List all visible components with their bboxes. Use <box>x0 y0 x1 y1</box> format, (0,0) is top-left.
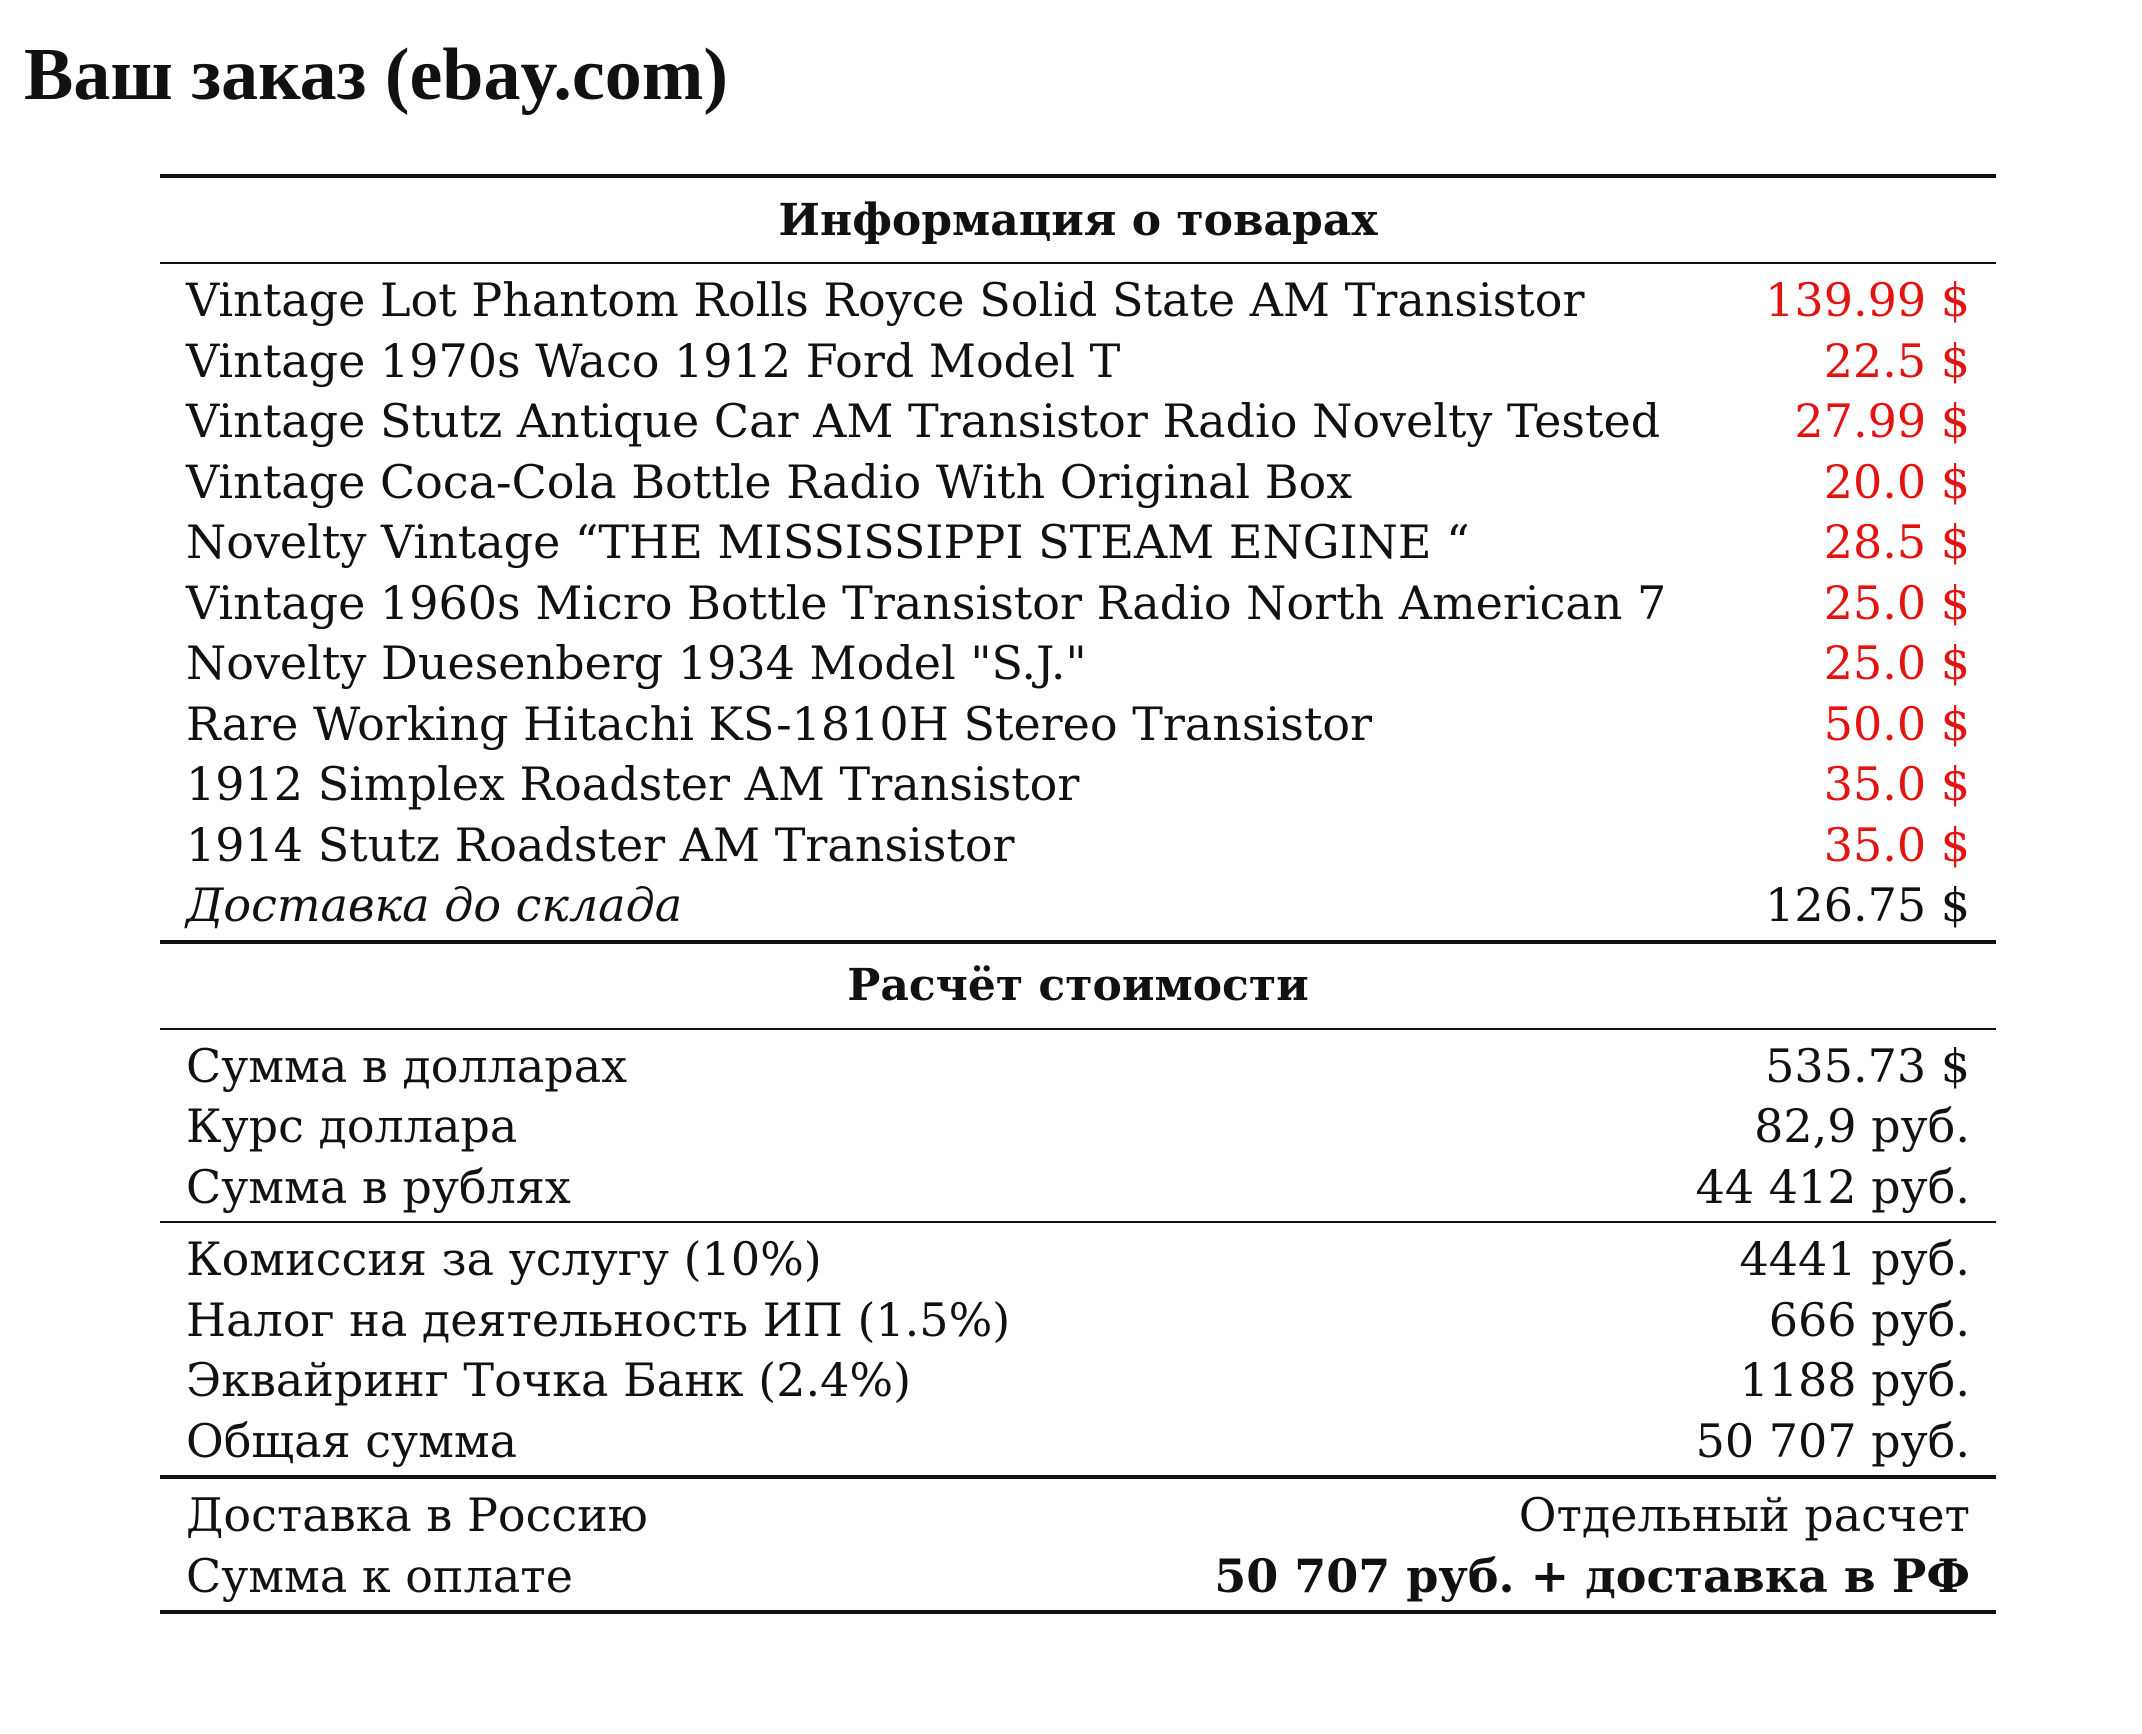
calc-row <box>186 1290 1970 1351</box>
item-price: 35.0 $ <box>1823 817 1970 872</box>
calc-value: 82,9 руб. <box>1754 1099 1970 1154</box>
calc-label: Курс доллара <box>186 1099 518 1154</box>
item-price: 25.0 $ <box>1823 636 1970 691</box>
russia-shipping-label: Доставка в Россию <box>186 1488 648 1543</box>
calc-row <box>186 1096 1970 1157</box>
item-name: Novelty Vintage “THE MISSISSIPPI STEAM ENGINE “ <box>186 515 1470 570</box>
page-title: Ваш заказ (ebay.com) <box>24 34 729 116</box>
item-name: Novelty Duesenberg 1934 Model "S.J." <box>186 636 1087 691</box>
calc-group-dollars <box>160 1030 1996 1222</box>
calc-value: 50 707 руб. <box>1695 1413 1970 1468</box>
calc-value: 44 412 руб. <box>1695 1159 1970 1214</box>
order-table <box>160 174 1996 1614</box>
calc-row <box>186 1411 1970 1472</box>
goods-list <box>160 264 1996 940</box>
calc-value: 535.73 $ <box>1765 1038 1970 1093</box>
item-name: 1914 Stutz Roadster AM Transistor <box>186 817 1015 872</box>
goods-row <box>186 754 1970 815</box>
russia-shipping-value: Отдельный расчет <box>1518 1488 1970 1543</box>
calc-label: Общая сумма <box>186 1413 518 1468</box>
goods-row <box>186 694 1970 755</box>
item-price: 22.5 $ <box>1823 333 1970 388</box>
item-name: Vintage Lot Phantom Rolls Royce Solid State AM Transistor <box>186 273 1585 328</box>
table-bottom-rule <box>160 1610 1996 1614</box>
goods-row <box>186 452 1970 513</box>
calc-group-payment <box>160 1479 1996 1610</box>
goods-row <box>186 331 1970 392</box>
goods-row <box>186 573 1970 634</box>
calc-row <box>186 1350 1970 1411</box>
calc-row <box>186 1229 1970 1290</box>
calc-label: Сумма в рублях <box>186 1159 571 1214</box>
item-name: Vintage 1960s Micro Bottle Transistor Radio North American 7 <box>186 575 1667 630</box>
calc-row <box>186 1036 1970 1097</box>
item-price: 27.99 $ <box>1794 394 1970 449</box>
calc-group-fees <box>160 1223 1996 1475</box>
item-price: 35.0 $ <box>1823 757 1970 812</box>
calc-value: 4441 руб. <box>1739 1232 1970 1287</box>
goods-row <box>186 815 1970 876</box>
calc-value: 666 руб. <box>1768 1292 1970 1347</box>
item-name: Rare Working Hitachi KS-1810H Stereo Transistor <box>186 696 1373 751</box>
item-price: 25.0 $ <box>1823 575 1970 630</box>
goods-row <box>186 270 1970 331</box>
calc-row <box>186 1546 1970 1607</box>
goods-row <box>186 633 1970 694</box>
item-price: 20.0 $ <box>1823 454 1970 509</box>
item-name: 1912 Simplex Roadster AM Transistor <box>186 757 1080 812</box>
warehouse-shipping-label: Доставка до склада <box>186 878 683 933</box>
calc-label: Эквайринг Точка Банк (2.4%) <box>186 1353 912 1408</box>
item-price: 139.99 $ <box>1765 273 1970 328</box>
calc-value: 1188 руб. <box>1739 1353 1970 1408</box>
amount-due-label: Сумма к оплате <box>186 1548 573 1603</box>
calc-label: Сумма в долларах <box>186 1038 628 1093</box>
warehouse-shipping-value: 126.75 $ <box>1765 878 1970 933</box>
item-name: Vintage 1970s Waco 1912 Ford Model T <box>186 333 1121 388</box>
item-price: 28.5 $ <box>1823 515 1970 570</box>
calc-label: Налог на деятельность ИП (1.5%) <box>186 1292 1011 1347</box>
item-name: Vintage Stutz Antique Car AM Transistor Radio Novelty Tested <box>186 394 1661 449</box>
warehouse-shipping-row <box>186 875 1970 936</box>
goods-section-header: Информация о товарах <box>778 194 1378 246</box>
goods-row <box>186 391 1970 452</box>
goods-row <box>186 512 1970 573</box>
item-name: Vintage Coca-Cola Bottle Radio With Original Box <box>186 454 1353 509</box>
calc-label: Комиссия за услугу (10%) <box>186 1232 822 1287</box>
calc-row <box>186 1157 1970 1218</box>
amount-due-value: 50 707 руб. + доставка в РФ <box>1214 1548 1970 1603</box>
item-price: 50.0 $ <box>1823 696 1970 751</box>
calc-row <box>186 1485 1970 1546</box>
calc-section-header: Расчёт стоимости <box>847 960 1309 1011</box>
